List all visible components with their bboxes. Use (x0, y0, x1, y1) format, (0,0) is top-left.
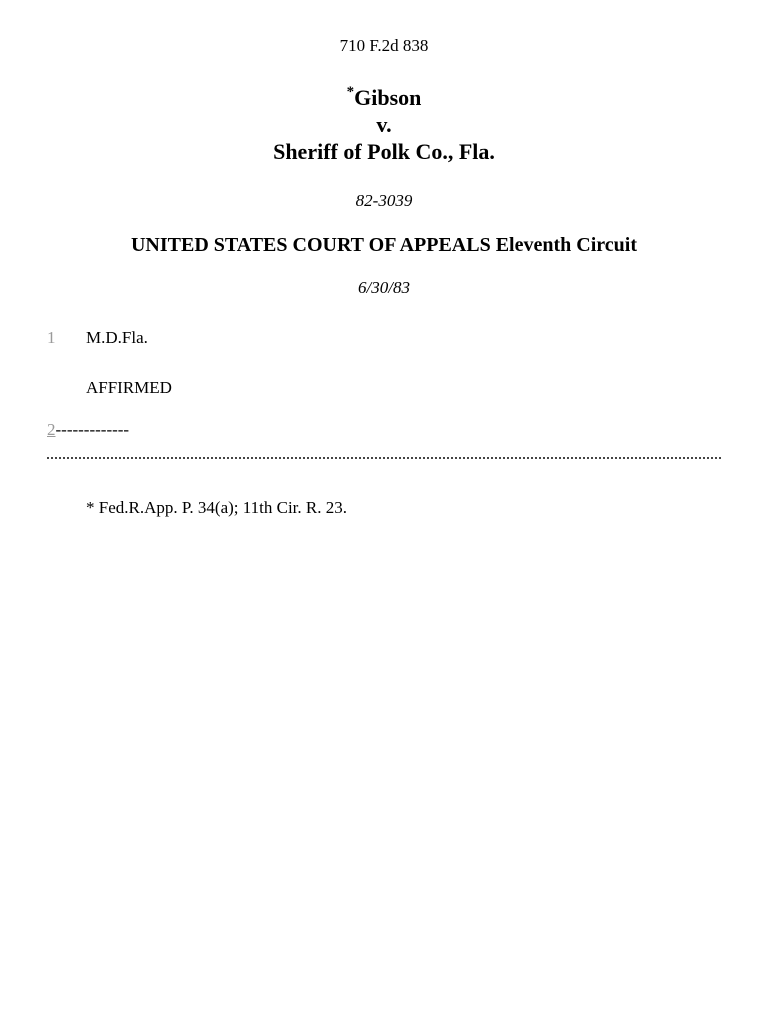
case-caption (0, 84, 768, 165)
court-name: UNITED STATES COURT OF APPEALS Eleventh Circuit (130, 234, 638, 256)
footnote-marker (47, 420, 129, 440)
footnote-text: * Fed.R.App. P. 34(a); 11th Cir. R. 23. (86, 498, 347, 517)
paragraph-text: M.D.Fla. (86, 328, 148, 347)
footnote-divider (47, 457, 721, 459)
footnote-marker-dashes: ------------- (55, 420, 130, 439)
caption-asterisk: * (346, 84, 355, 100)
disposition-text: AFFIRMED (86, 378, 172, 397)
caption-line-1 (0, 84, 768, 111)
docket-number: 82-3039 (355, 191, 413, 210)
footnote-marker-number: 2 (47, 420, 56, 439)
decision-date: 6/30/83 (358, 278, 410, 297)
party-1: Gibson (354, 85, 422, 110)
party-2: Sheriff of Polk Co., Fla. (273, 139, 495, 164)
paragraph-number: 1 (47, 328, 56, 347)
versus: v. (376, 112, 392, 137)
citation: 710 F.2d 838 (339, 36, 429, 55)
